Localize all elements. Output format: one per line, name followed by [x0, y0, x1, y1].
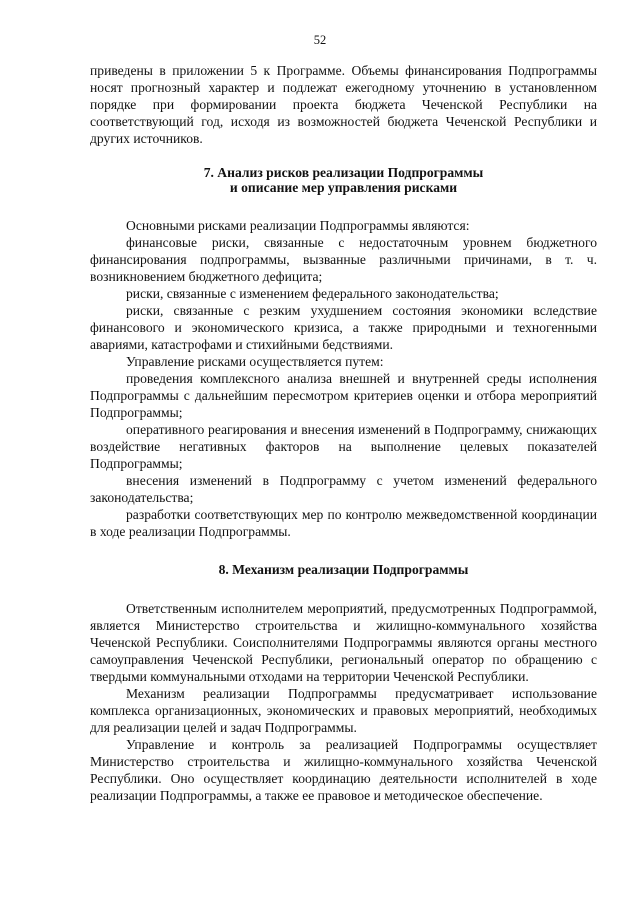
section-7-paragraph: проведения комплексного анализа внешней и внутренней среды исполнения Подпрограммы с дальнейшим пересмотром критериев оценки и отбора мероприятий Подпрограммы; — [90, 371, 597, 420]
section-7-paragraph: риски, связанные с изменением федерального законодательства; — [126, 286, 499, 301]
section-7-paragraph: разработки соответствующих мер по контролю межведомственной координации в ходе реализации Подпрограммы. — [90, 507, 597, 539]
section-7-heading — [90, 165, 597, 195]
intro-paragraph: приведены в приложении 5 к Программе. Объемы финансирования Подпрограммы носят прогнозный характер и подлежат ежегодному уточнению в установленном порядке при формировании проекта бюджета Чеченской Республики на соответствующий год, исходя из возможностей бюджета Чеченской Республики и других источников. — [90, 63, 597, 146]
section-8-body — [90, 600, 597, 804]
section-7-title-line-2: и описание мер управления рисками — [229, 180, 458, 195]
section-7-paragraph: финансовые риски, связанные с недостаточным уровнем бюджетного финансирования подпрограммы, вызванные различными причинами, в т. ч. возникновением бюджетного дефицита; — [90, 235, 597, 284]
section-7-body — [90, 217, 597, 540]
section-7-paragraph: Основными рисками реализации Подпрограммы являются: — [126, 218, 470, 233]
section-7-paragraph: оперативного реагирования и внесения изменений в Подпрограмму, снижающих воздействие негативных факторов на выполнение целевых показателей Подпрограммы; — [90, 422, 597, 471]
section-7-paragraph: Управление рисками осуществляется путем: — [126, 354, 384, 369]
section-7-title-line-1: 7. Анализ рисков реализации Подпрограммы — [203, 165, 484, 180]
section-8-paragraph: Ответственным исполнителем мероприятий, предусмотренных Подпрограммой, является Министерство строительства и жилищно-коммунального хозяйства Чеченской Республики. Соисполнителями Подпрограммы являются органы местного самоуправления Чеченской Республики, региональный оператор по обращению с твердыми коммунальными отходами на территории Чеченской Республики. — [90, 601, 597, 684]
section-7-paragraph: внесения изменений в Подпрограмму с учетом изменений федерального законодательства; — [90, 473, 597, 505]
section-8-paragraph: Управление и контроль за реализацией Подпрограммы осуществляет Министерство строительства и жилищно-коммунального хозяйства Чеченской Республики. Оно осуществляет координацию деятельности исполнителей в ходе реализации Подпрограммы, а также ее правовое и методическое обеспечение. — [90, 737, 597, 803]
section-7-paragraph: риски, связанные с резким ухудшением состояния экономики вследствие финансового и экономического кризиса, а также природными и техногенными авариями, катастрофами и стихийными бедствиями. — [90, 303, 597, 352]
page-content — [90, 62, 597, 804]
section-8-title: 8. Механизм реализации Подпрограммы — [218, 562, 469, 577]
section-8-paragraph: Механизм реализации Подпрограммы предусматривает использование комплекса организационных, экономических и правовых мероприятий, необходимых для реализации целей и задач Подпрограммы. — [90, 686, 597, 735]
page-number: 52 — [313, 33, 327, 47]
